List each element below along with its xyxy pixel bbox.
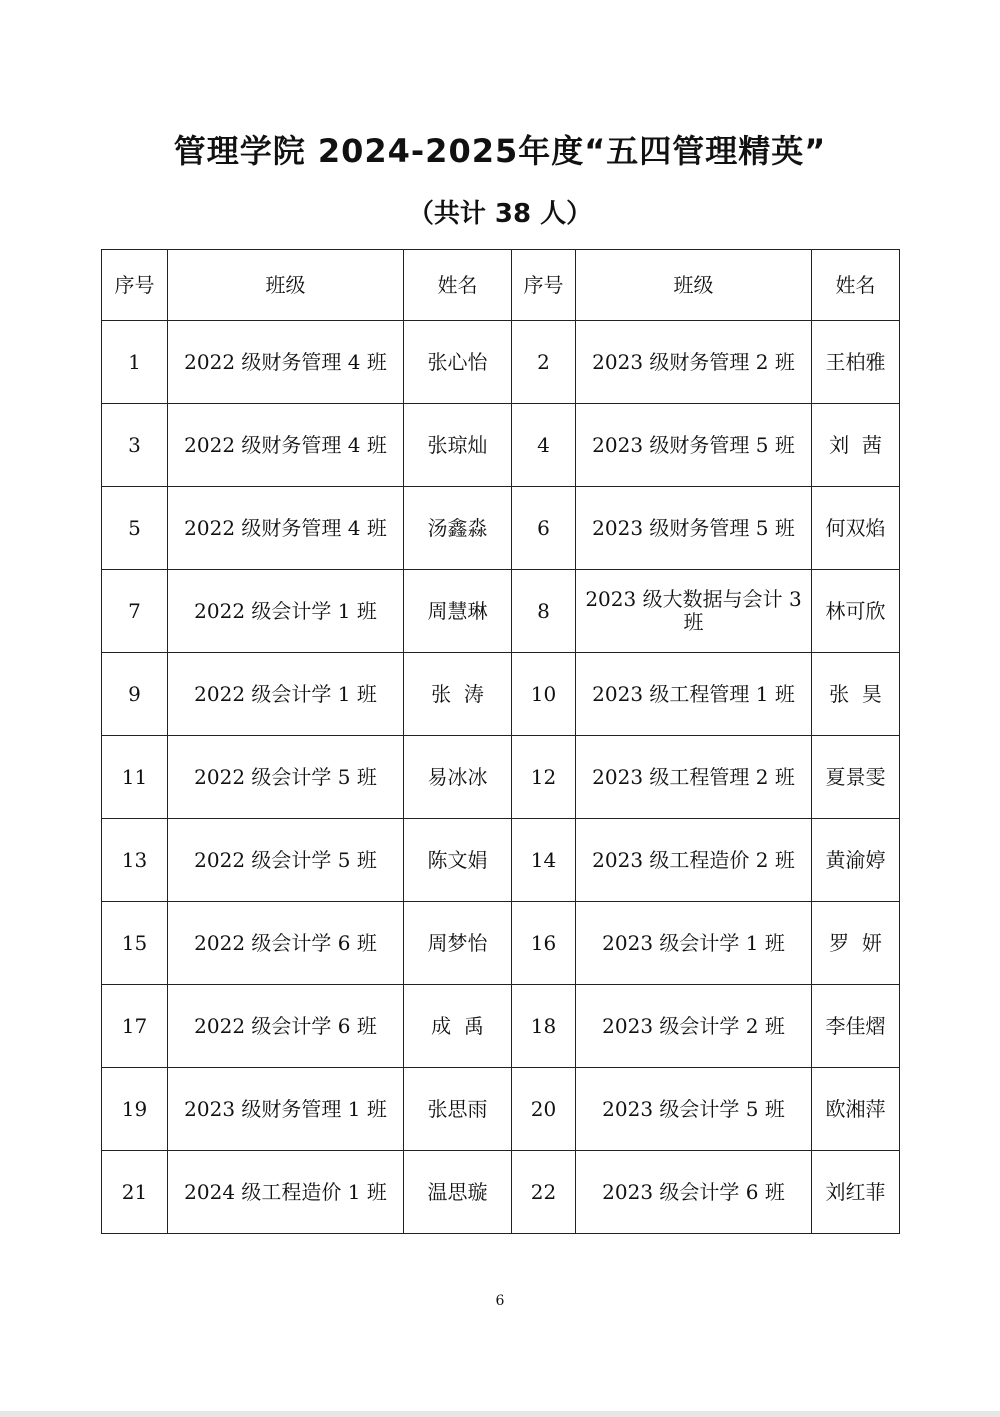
document-title: 管理学院 2024-2025年度“五四管理精英” <box>173 132 827 170</box>
cell-index: 9 <box>102 653 168 736</box>
cell-name: 张 涛 <box>404 653 512 736</box>
cell-class: 2023 级会计学 1 班 <box>576 902 812 985</box>
table-row <box>102 819 900 902</box>
cell-index: 6 <box>512 487 576 570</box>
cell-class: 2022 级会计学 5 班 <box>168 819 404 902</box>
cell-class: 2022 级会计学 6 班 <box>168 985 404 1068</box>
cell-index: 19 <box>102 1068 168 1151</box>
cell-name: 王柏雅 <box>812 321 900 404</box>
cell-class: 2023 级会计学 2 班 <box>576 985 812 1068</box>
cell-name: 刘红菲 <box>812 1151 900 1234</box>
cell-class: 2024 级工程造价 1 班 <box>168 1151 404 1234</box>
cell-index: 2 <box>512 321 576 404</box>
header-class-1: 班级 <box>168 250 404 321</box>
table-row <box>102 1068 900 1151</box>
table-row <box>102 404 900 487</box>
cell-class: 2023 级财务管理 5 班 <box>576 404 812 487</box>
cell-name: 黄渝婷 <box>812 819 900 902</box>
cell-class: 2022 级会计学 1 班 <box>168 653 404 736</box>
table-row <box>102 321 900 404</box>
page-number: 6 <box>495 1293 505 1309</box>
cell-name: 张思雨 <box>404 1068 512 1151</box>
cell-name: 汤鑫淼 <box>404 487 512 570</box>
cell-class: 2022 级财务管理 4 班 <box>168 404 404 487</box>
cell-index: 7 <box>102 570 168 653</box>
cell-index: 4 <box>512 404 576 487</box>
roster-body <box>102 321 900 1234</box>
cell-index: 22 <box>512 1151 576 1234</box>
cell-class: 2023 级工程造价 2 班 <box>576 819 812 902</box>
document-subtitle: （共计 38 人） <box>407 199 593 229</box>
cell-index: 17 <box>102 985 168 1068</box>
cell-class: 2023 级工程管理 2 班 <box>576 736 812 819</box>
header-class-2: 班级 <box>576 250 812 321</box>
table-row <box>102 487 900 570</box>
table-row <box>102 653 900 736</box>
cell-name: 李佳熠 <box>812 985 900 1068</box>
table-row <box>102 570 900 653</box>
cell-name: 刘 茜 <box>812 404 900 487</box>
roster-table <box>101 249 900 1234</box>
cell-index: 11 <box>102 736 168 819</box>
cell-name: 周梦怡 <box>404 902 512 985</box>
cell-index: 21 <box>102 1151 168 1234</box>
cell-name: 夏景雯 <box>812 736 900 819</box>
cell-index: 18 <box>512 985 576 1068</box>
cell-name: 张 昊 <box>812 653 900 736</box>
cell-class: 2023 级大数据与会计 3 班 <box>576 570 812 653</box>
cell-name: 成 禹 <box>404 985 512 1068</box>
cell-index: 13 <box>102 819 168 902</box>
cell-index: 12 <box>512 736 576 819</box>
cell-index: 10 <box>512 653 576 736</box>
cell-name: 张心怡 <box>404 321 512 404</box>
cell-class: 2022 级财务管理 4 班 <box>168 487 404 570</box>
cell-name: 欧湘萍 <box>812 1068 900 1151</box>
cell-index: 1 <box>102 321 168 404</box>
cell-index: 8 <box>512 570 576 653</box>
cell-class: 2022 级会计学 6 班 <box>168 902 404 985</box>
cell-name: 张琼灿 <box>404 404 512 487</box>
cell-name: 罗 妍 <box>812 902 900 985</box>
cell-index: 5 <box>102 487 168 570</box>
viewer-bottom-strip <box>0 1411 1000 1417</box>
header-index-2: 序号 <box>512 250 576 321</box>
cell-index: 20 <box>512 1068 576 1151</box>
header-name-1: 姓名 <box>404 250 512 321</box>
cell-name: 易冰冰 <box>404 736 512 819</box>
cell-name: 林可欣 <box>812 570 900 653</box>
cell-class: 2023 级财务管理 2 班 <box>576 321 812 404</box>
cell-class: 2023 级财务管理 5 班 <box>576 487 812 570</box>
table-row <box>102 1151 900 1234</box>
cell-index: 16 <box>512 902 576 985</box>
cell-class: 2023 级会计学 6 班 <box>576 1151 812 1234</box>
table-row <box>102 902 900 985</box>
cell-name: 陈文娟 <box>404 819 512 902</box>
table-row <box>102 985 900 1068</box>
cell-class: 2022 级会计学 1 班 <box>168 570 404 653</box>
cell-index: 14 <box>512 819 576 902</box>
header-name-2: 姓名 <box>812 250 900 321</box>
cell-class: 2023 级会计学 5 班 <box>576 1068 812 1151</box>
cell-index: 3 <box>102 404 168 487</box>
table-header-row <box>102 250 900 321</box>
cell-name: 周慧琳 <box>404 570 512 653</box>
cell-class: 2022 级财务管理 4 班 <box>168 321 404 404</box>
header-index-1: 序号 <box>102 250 168 321</box>
cell-name: 何双焰 <box>812 487 900 570</box>
cell-index: 15 <box>102 902 168 985</box>
cell-class: 2023 级工程管理 1 班 <box>576 653 812 736</box>
cell-class: 2023 级财务管理 1 班 <box>168 1068 404 1151</box>
cell-name: 温思璇 <box>404 1151 512 1234</box>
cell-class: 2022 级会计学 5 班 <box>168 736 404 819</box>
table-row <box>102 736 900 819</box>
